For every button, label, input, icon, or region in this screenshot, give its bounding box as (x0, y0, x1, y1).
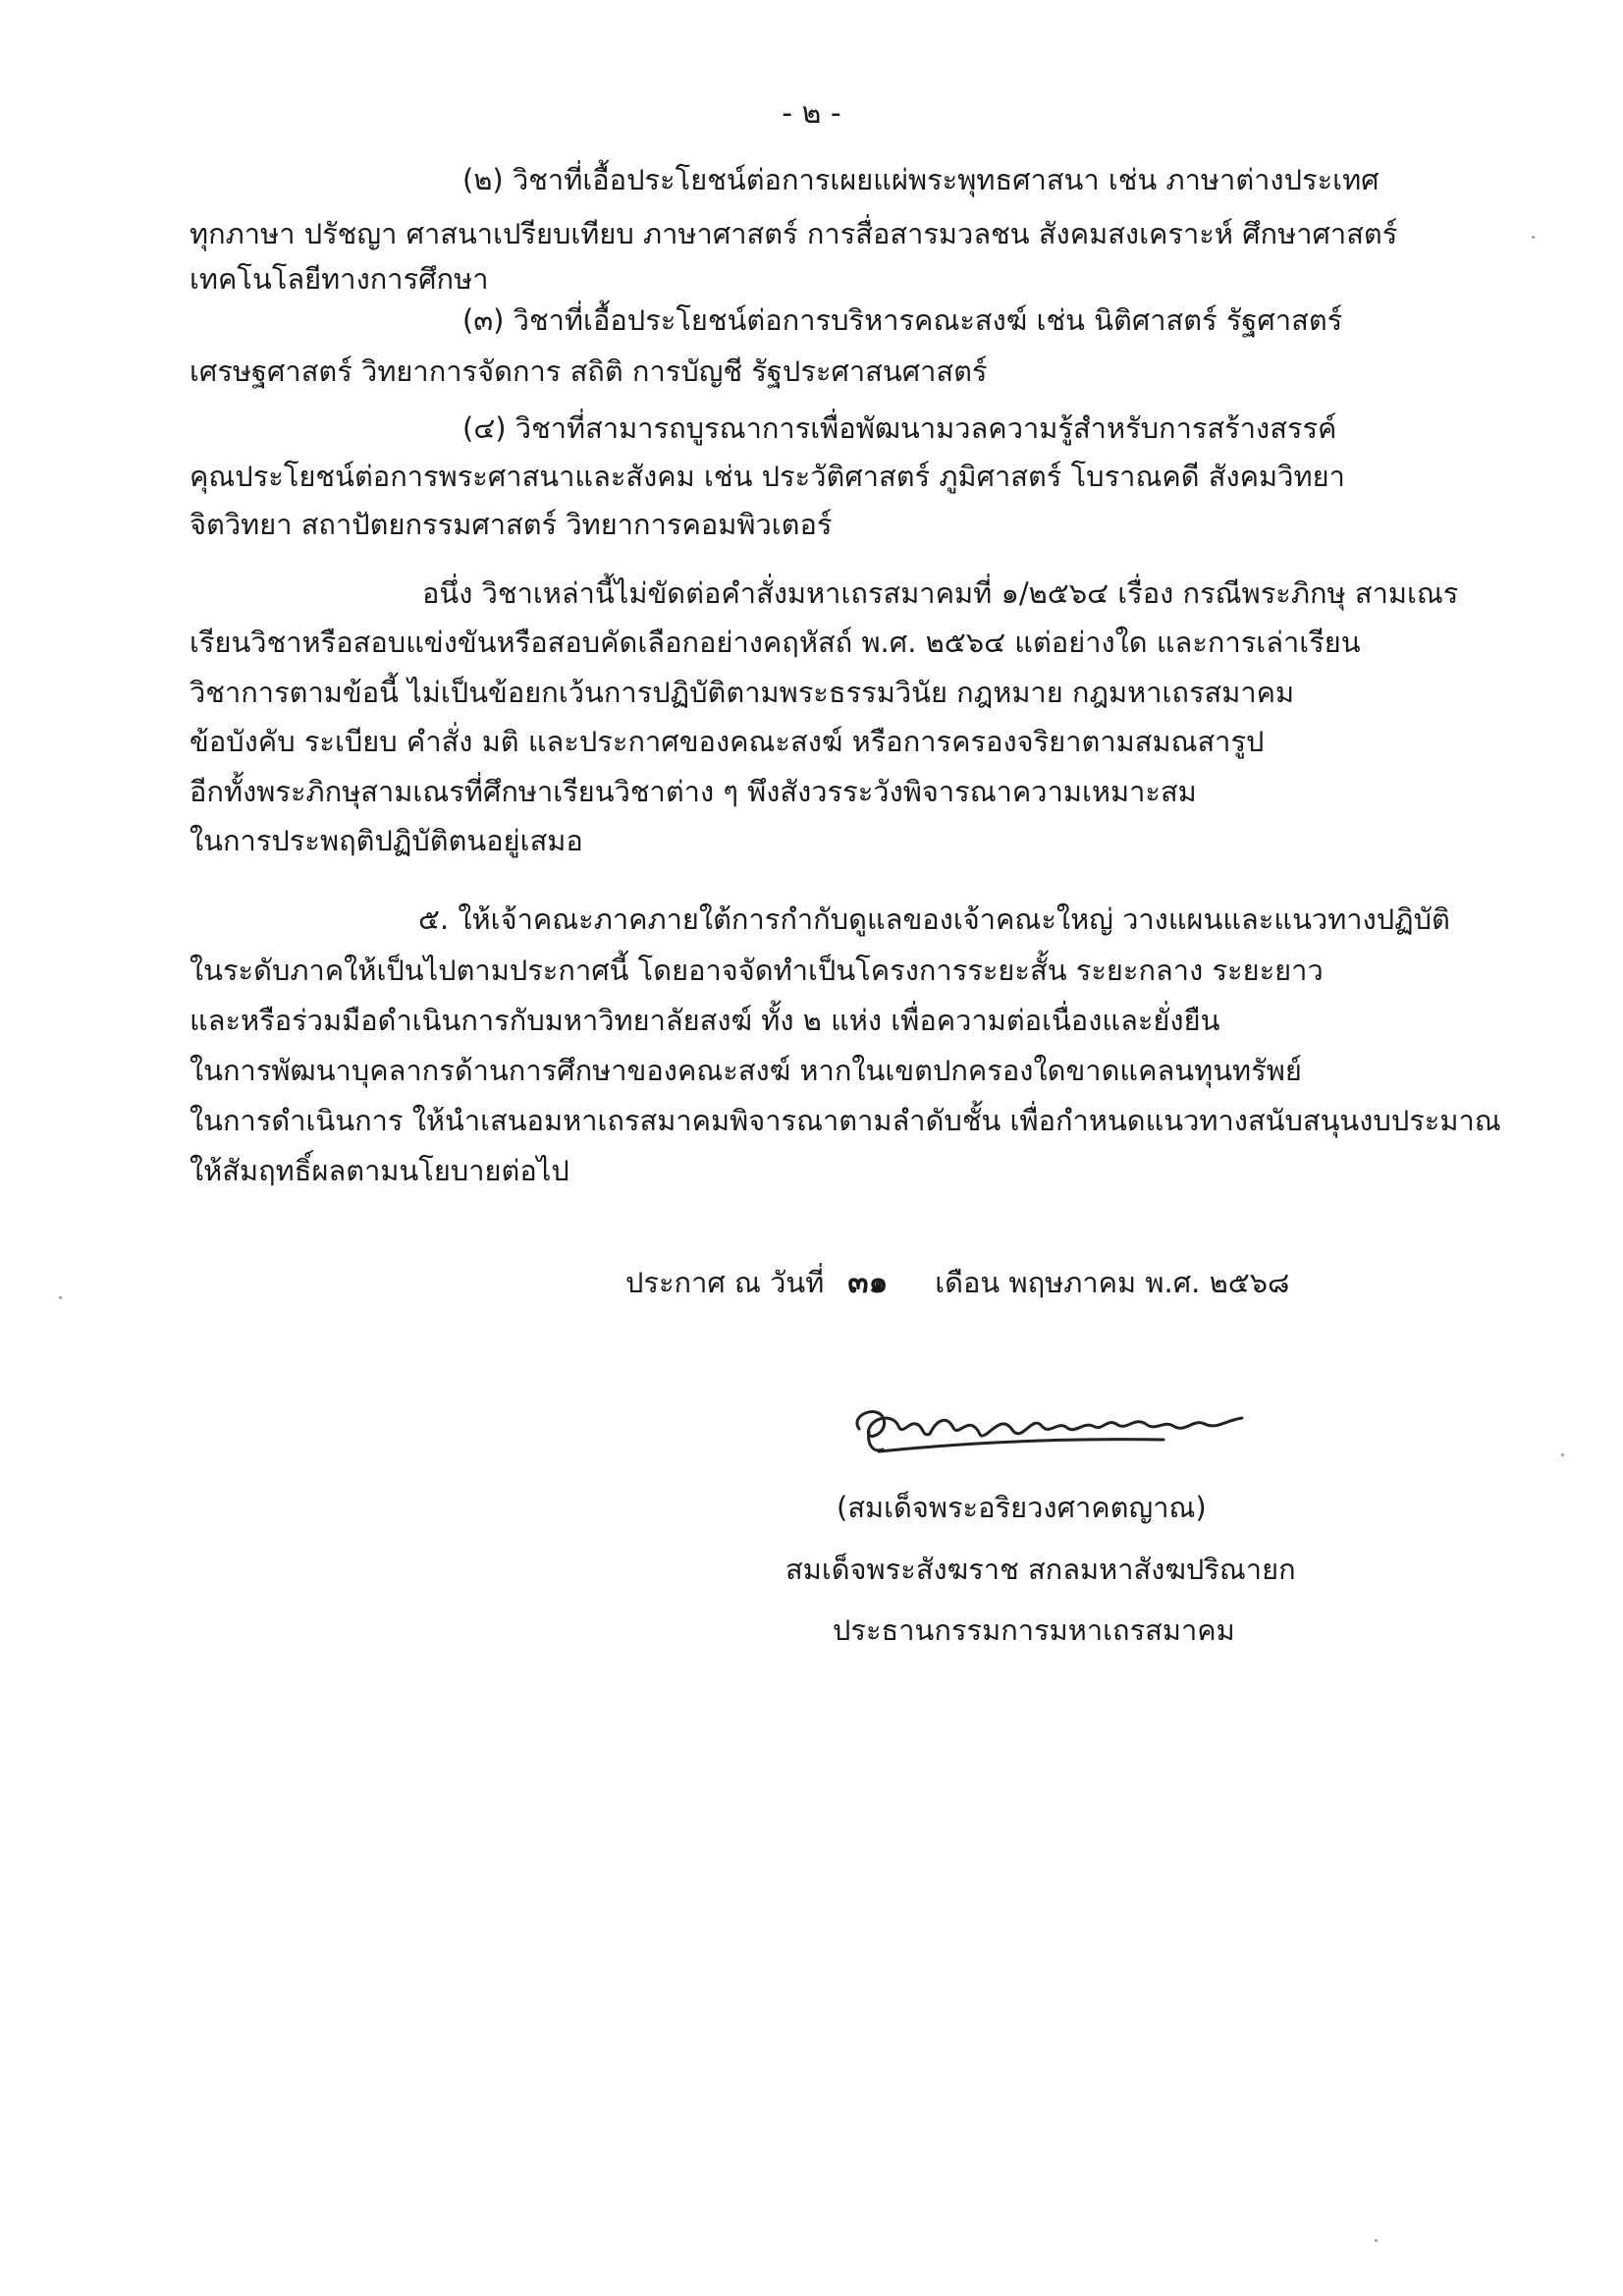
signatory-name: (สมเด็จพระอริยวงศาคตญาณ) (837, 1491, 1207, 1524)
item5-line-6: ให้สัมฤทธิ์ผลตามนโยบายต่อไป (189, 1154, 569, 1187)
scan-speck (1532, 236, 1535, 239)
item5-line-1: ๕. ให้เจ้าคณะภาคภายใต้การกำกับดูแลของเจ้าคณะใหญ่ วางแผนและแนวทางปฏิบัติ (418, 902, 1450, 936)
item3-line-1: (๓) วิชาที่เอื้อประโยชน์ต่อการบริหารคณะสงฆ์ เช่น นิติศาสตร์ รัฐศาสตร์ (462, 303, 1343, 337)
item5-line-3: และหรือร่วมมือดำเนินการกับมหาวิทยาลัยสงฆ์ ทั้ง ๒ แห่ง เพื่อความต่อเนื่องและยั่งยืน (189, 1004, 1220, 1037)
item2-line-2: ทุกภาษา ปรัชญา ศาสนาเปรียบเทียบ ภาษาศาสตร์ การสื่อสารมวลชน สังคมสงเคราะห์ ศึกษาศาสตร์ (189, 217, 1398, 250)
note-line-4: ข้อบังคับ ระเบียบ คำสั่ง มติ และประกาศของคณะสงฆ์ หรือการครองจริยาตามสมณสารูป (189, 725, 1265, 758)
handwritten-signature (839, 1375, 1271, 1483)
note-line-3: วิชาการตามข้อนี้ ไม่เป็นข้อยกเว้นการปฏิบัติตามพระธรรมวินัย กฎหมาย กฎมหาเถรสมาคม (189, 676, 1295, 709)
item2-line-1: (๒) วิชาที่เอื้อประโยชน์ต่อการเผยแผ่พระพุทธศาสนา เช่น ภาษาต่างประเทศ (462, 163, 1380, 196)
announcement-suffix: เดือน พฤษภาคม พ.ศ. ๒๕๖๘ (935, 1266, 1290, 1299)
page-number: - ๒ - (782, 96, 841, 131)
note-line-6: ในการประพฤติปฏิบัติตนอยู่เสมอ (189, 824, 583, 857)
note-line-1: อนึ่ง วิชาเหล่านี้ไม่ขัดต่อคำสั่งมหาเถรสมาคมที่ ๑/๒๕๖๔ เรื่อง กรณีพระภิกษุ สามเณร (422, 576, 1459, 610)
item4-line-2: คุณประโยชน์ต่อการพระศาสนาและสังคม เช่น ประวัติศาสตร์ ภูมิศาสตร์ โบราณคดี สังคมวิทยา (189, 460, 1345, 493)
item5-line-2: ในระดับภาคให้เป็นไปตามประกาศนี้ โดยอาจจัดทำเป็นโครงการระยะสั้น ระยะกลาง ระยะยาว (189, 954, 1324, 987)
signatory-title: สมเด็จพระสังฆราช สกลมหาสังฆปริณายก (785, 1553, 1296, 1586)
scan-speck (1561, 1453, 1564, 1456)
signatory-role: ประธานกรรมการมหาเถรสมาคม (833, 1613, 1235, 1647)
item4-line-3: จิตวิทยา สถาปัตยกรรมศาสตร์ วิทยาการคอมพิวเตอร์ (189, 508, 833, 541)
item4-line-1: (๔) วิชาที่สามารถบูรณาการเพื่อพัฒนามวลความรู้สำหรับการสร้างสรรค์ (462, 411, 1337, 445)
scan-speck (1375, 2239, 1378, 2242)
item3-line-2: เศรษฐศาสตร์ วิทยาการจัดการ สถิติ การบัญชี รัฐประศาสนศาสตร์ (189, 355, 988, 388)
announcement-date (625, 1257, 1289, 1306)
announcement-prefix: ประกาศ ณ วันที่ (625, 1266, 825, 1299)
note-line-2: เรียนวิชาหรือสอบแข่งขันหรือสอบคัดเลือกอย่างคฤหัสถ์ พ.ศ. ๒๕๖๔ แต่อย่างใด และการเล่าเรียน (189, 626, 1361, 659)
scan-speck (59, 1296, 62, 1299)
item5-line-5: ในการดำเนินการ ให้นำเสนอมหาเถรสมาคมพิจารณาตามลำดับชั้น เพื่อกำหนดแนวทางสนับสนุนงบประมาณ (189, 1104, 1501, 1137)
item5-line-4: ในการพัฒนาบุคลากรด้านการศึกษาของคณะสงฆ์ หากในเขตปกครองใดขาดแคลนทุนทรัพย์ (189, 1054, 1302, 1087)
note-line-5: อีกทั้งพระภิกษุสามเณรที่ศึกษาเรียนวิชาต่าง ๆ พึงสังวรระวังพิจารณาความเหมาะสม (189, 775, 1197, 808)
announcement-day: ๓๑ (847, 1265, 889, 1300)
item2-line-3: เทคโนโลยีทางการศึกษา (189, 262, 489, 296)
